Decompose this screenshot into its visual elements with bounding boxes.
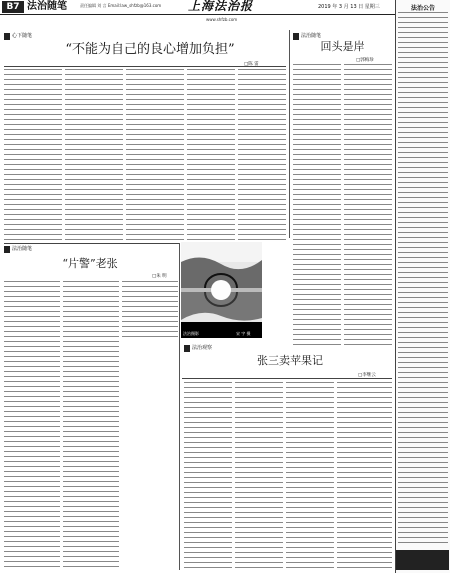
article1-col3 [126,69,184,241]
photo-caption-left: 法治摄影 [183,331,199,336]
article1-col1 [4,69,62,241]
article2-col1 [293,64,341,346]
issue-date: 2019 年 3 月 13 日 星期三 [318,4,380,10]
page-number: B7 [2,1,24,13]
newspaper-brand: 上海法治报 [188,0,254,13]
article2-byline: □郭梅珍 [356,58,374,63]
article3-title: “片警”老张 [62,257,118,270]
article1-col4 [187,69,235,241]
photo-caption-right: 宋 宇 摄 [236,331,251,336]
article3-tag: 法治随笔 [4,246,32,253]
article4-col3 [286,382,334,570]
article4-col2 [235,382,283,570]
article1-tag: 心下随笔 [4,33,32,40]
sidebar-ad-box [396,550,449,570]
section-title: 法治随笔 [27,1,67,12]
article4-tag: 法治观察 [184,345,212,352]
article3-byline: □朱 明 [152,274,167,279]
article4-col4 [337,382,392,570]
article2-col2 [344,64,392,346]
article1-title: “不能为自己的良心增加负担” [65,42,235,57]
article4-byline: □李继云 [358,373,376,378]
article2-tag: 法治随笔 [293,33,321,40]
sidebar-title: 法治公告 [410,5,435,12]
article4-title: 张三卖苹果记 [257,354,323,367]
sidebar-notices [398,12,448,547]
photo-bridge [181,242,262,338]
article1-byline: □陈 雷 [244,62,259,67]
article1-col2 [65,69,123,241]
site-url: www.shfzb.com [206,17,238,22]
article3-col3a [122,281,178,341]
article2-title: 回头是岸 [320,40,365,53]
editor-meta: 责任编辑 刘 言 Email:law_shfzb@163.com [80,3,162,8]
article3-col1 [4,281,60,570]
article4-col1 [184,382,232,570]
article3-col2 [63,281,119,570]
article1-col5 [238,69,286,241]
